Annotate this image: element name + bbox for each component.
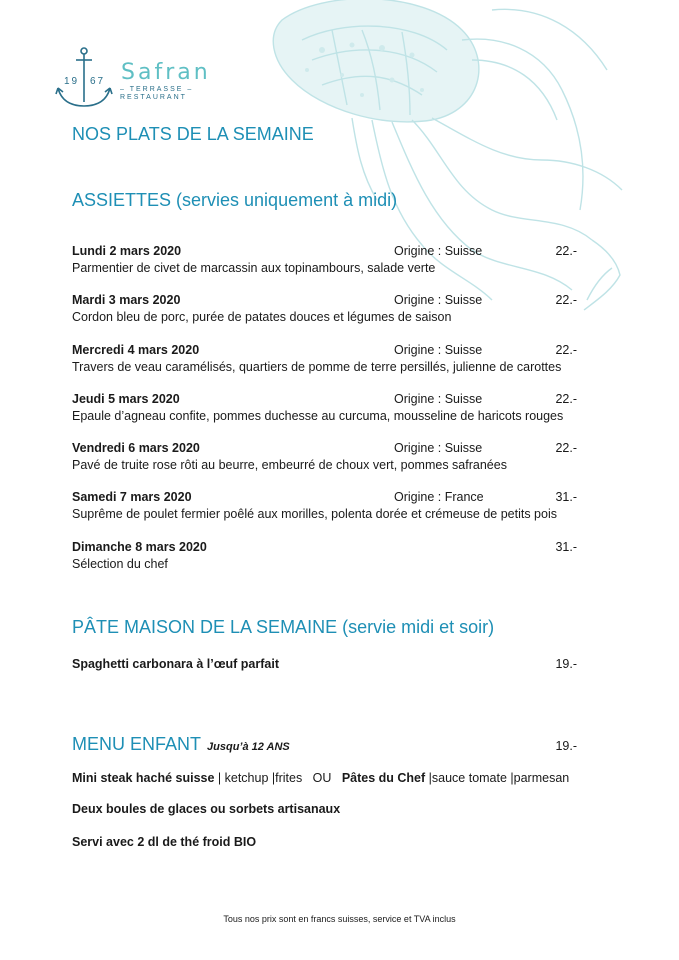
dish-origin: Origine : Suisse <box>394 244 483 258</box>
dish-origin: Origine : France <box>394 490 484 504</box>
dish-description: Cordon bleu de porc, purée de patates douces et légumes de saison <box>72 310 452 324</box>
menu-enfant-pates: Pâtes du Chef <box>341 771 426 785</box>
dish-origin: Origine : Suisse <box>394 343 483 357</box>
dish-day: Samedi 7 mars 2020 <box>72 490 192 504</box>
dish-description: Epaule d’agneau confite, pommes duchesse au curcuma, mousseline de haricots rouges <box>72 409 564 423</box>
dish-price: 31.- <box>555 540 577 554</box>
dish-description: Pavé de truite rose rôti au beurre, embeurré de choux vert, pommes safranées <box>72 458 507 472</box>
jellyfish-illustration <box>262 0 642 330</box>
dish-item <box>72 490 577 521</box>
dish-day: Lundi 2 mars 2020 <box>72 244 182 258</box>
dish-description: Suprême de poulet fermier poêlé aux morilles, polenta dorée et crémeuse de petits pois <box>72 507 557 521</box>
logo-subtitle-restaurant: RESTAURANT <box>120 94 187 101</box>
dish-price: 22.- <box>555 244 577 258</box>
logo-name: Safran <box>121 60 211 85</box>
dish-price: 22.- <box>555 392 577 406</box>
menu-enfant-or: OU <box>312 771 332 785</box>
dish-day: Dimanche 8 mars 2020 <box>72 540 207 554</box>
logo-subtitle-terrasse: – TERRASSE – <box>120 86 194 93</box>
dish-price: 31.- <box>555 490 577 504</box>
dish-origin: Origine : Suisse <box>394 392 483 406</box>
menu-enfant-drink: Servi avec 2 dl de thé froid BIO <box>72 835 257 849</box>
dish-price: 22.- <box>555 293 577 307</box>
dish-description: Sélection du chef <box>72 557 168 571</box>
pate-dish: Spaghetti carbonara à l’œuf parfait <box>72 657 279 671</box>
menu-enfant-age: Jusqu’à 12 ANS <box>207 741 290 753</box>
dish-day: Mardi 3 mars 2020 <box>72 293 181 307</box>
logo-year-right: 67 <box>90 76 106 87</box>
footer-note: Tous nos prix sont en francs suisses, service et TVA inclus <box>223 914 456 924</box>
page-title: NOS PLATS DE LA SEMAINE <box>72 124 314 144</box>
pate-heading: PÂTE MAISON DE LA SEMAINE (servie midi et soir) <box>72 617 495 637</box>
dish-item <box>72 293 577 324</box>
dish-item <box>72 441 577 472</box>
dish-origin: Origine : Suisse <box>394 441 483 455</box>
pate-price: 19.- <box>555 657 577 671</box>
dish-day: Vendredi 6 mars 2020 <box>72 441 200 455</box>
dish-description: Travers de veau caramélisés, quartiers de pomme de terre persillés, julienne de carottes <box>72 360 562 374</box>
menu-enfant-pates-sides: |sauce tomate |parmesan <box>425 771 570 785</box>
dish-price: 22.- <box>555 343 577 357</box>
restaurant-logo <box>54 46 224 112</box>
assiettes-heading: ASSIETTES (servies uniquement à midi) <box>72 190 398 210</box>
dish-item <box>72 343 577 374</box>
menu-enfant-line1 <box>72 771 569 785</box>
dish-day: Jeudi 5 mars 2020 <box>72 392 180 406</box>
dish-item <box>72 392 577 423</box>
menu-enfant-steak: Mini steak haché suisse <box>72 771 215 785</box>
logo-year-left: 19 <box>64 76 80 87</box>
menu-enfant-heading: MENU ENFANT <box>72 734 202 754</box>
menu-enfant-price: 19.- <box>555 739 577 753</box>
dish-price: 22.- <box>555 441 577 455</box>
dish-description: Parmentier de civet de marcassin aux topinambours, salade verte <box>72 261 436 275</box>
menu-enfant-dessert: Deux boules de glaces ou sorbets artisanaux <box>72 802 341 816</box>
dish-item <box>72 244 577 275</box>
dish-item <box>72 540 577 571</box>
dish-origin: Origine : Suisse <box>394 293 483 307</box>
dish-day: Mercredi 4 mars 2020 <box>72 343 200 357</box>
menu-enfant-steak-sides: | ketchup |frites <box>214 771 303 785</box>
menu-enfant-heading-row <box>72 734 290 755</box>
